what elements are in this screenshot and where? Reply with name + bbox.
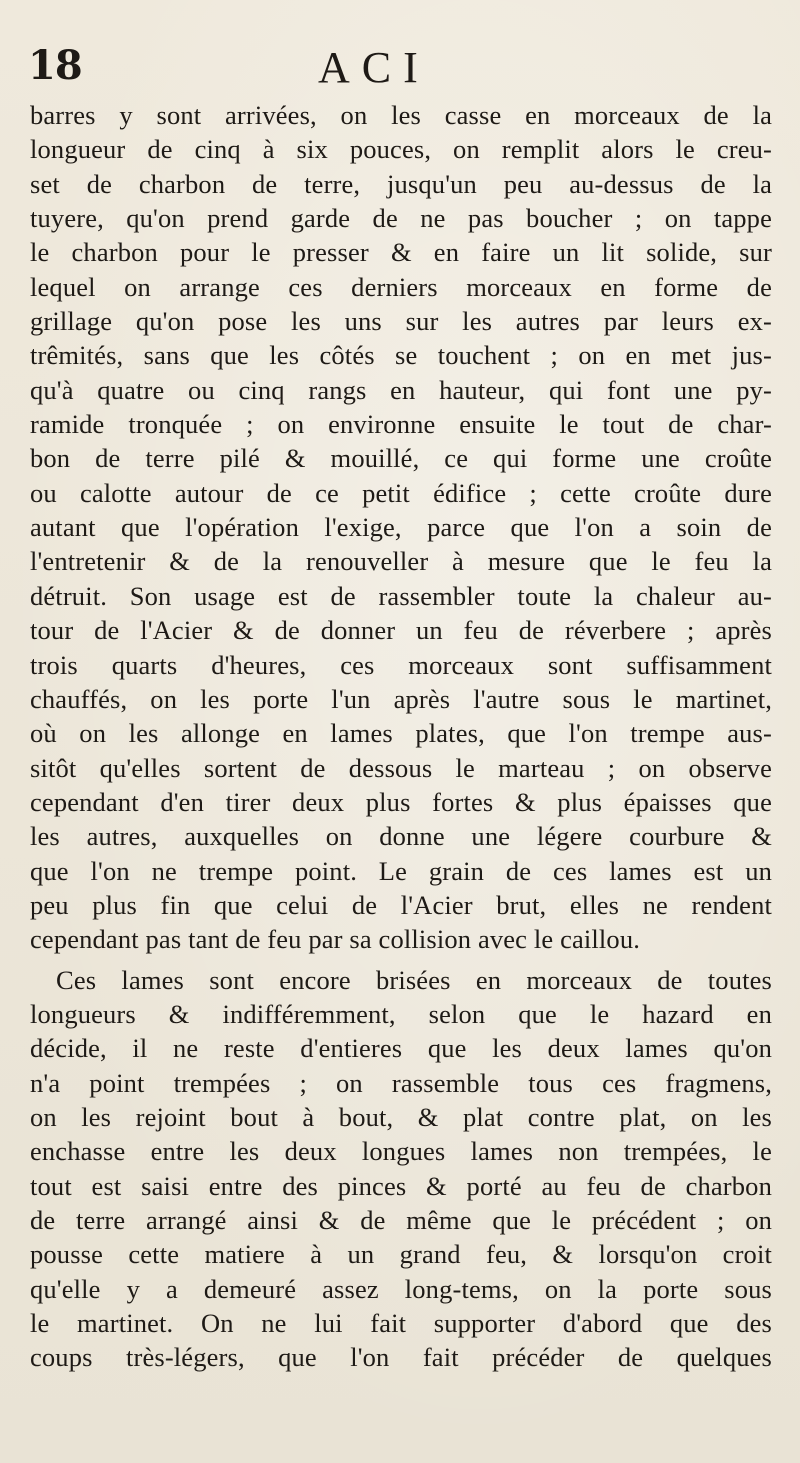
text-line: trois quarts d'heures, ces morceaux sont suffisamment	[30, 649, 772, 680]
text-line: longueurs & indifféremment, selon que le hazard en	[30, 998, 772, 1029]
text-line: qu'elle y a demeuré assez long-tems, on la porte sous	[30, 1273, 772, 1304]
text-line: de terre arrangé ainsi & de même que le précédent ; on	[30, 1205, 772, 1235]
text-line: les autres, auxquelles on donne une légere courbure &	[30, 821, 772, 852]
text-line: ramide tronquée ; on environne ensuite le tout de char-	[30, 409, 772, 440]
text-line: sitôt qu'elles sortent de dessous le marteau ; on observe	[30, 752, 772, 783]
text-line: cependant d'en tirer deux plus fortes & plus épaisses que	[30, 786, 772, 817]
text-line: détruit. Son usage est de rassembler toute la chaleur au-	[30, 580, 772, 611]
text-line: décide, il ne reste d'entieres que les deux lames qu'on	[30, 1033, 772, 1064]
text-line: tout est saisi entre des pinces & porté au feu de charbon	[30, 1170, 772, 1201]
text-line: le martinet. On ne lui fait supporter d'abord que des	[30, 1308, 772, 1339]
text-line: longueur de cinq à six pouces, on remplit alors le creu-	[30, 134, 772, 165]
text-line: trêmités, sans que les côtés se touchent ; on en met jus-	[30, 340, 772, 371]
text-line: l'entretenir & de la renouveller à mesure que le feu la	[30, 546, 772, 577]
text-line: chauffés, on les porte l'un après l'autre sous le martinet,	[30, 683, 772, 714]
page-header	[28, 42, 773, 102]
text-line: que l'on ne trempe point. Le grain de ces lames est un	[30, 855, 772, 886]
text-line: ou calotte autour de ce petit édifice ; cette croûte dure	[30, 477, 772, 508]
text-line: qu'à quatre ou cinq rangs en hauteur, qui font une py-	[30, 374, 772, 405]
text-line: grillage qu'on pose les uns sur les autres par leurs ex-	[30, 306, 772, 337]
text-line: Ces lames sont encore brisées en morceaux de toutes	[56, 964, 772, 995]
text-line: n'a point trempées ; on rassemble tous ces fragmens,	[30, 1067, 772, 1098]
text-line: bon de terre pilé & mouillé, ce qui forme une croûte	[30, 443, 772, 474]
text-line: peu plus fin que celui de l'Acier brut, elles ne rendent	[30, 889, 772, 920]
text-line: cependant pas tant de feu par sa collision avec le caillou.	[30, 924, 641, 955]
text-line: lequel on arrange ces derniers morceaux en forme de	[30, 271, 772, 302]
running-head: ACI	[318, 43, 430, 92]
text-line: on les rejoint bout à bout, & plat contre plat, on les	[30, 1101, 772, 1132]
page-number: 18	[28, 42, 82, 89]
text-line: enchasse entre les deux longues lames non trempées, le	[30, 1136, 772, 1167]
text-line: barres y sont arrivées, on les casse en morceaux de la	[30, 100, 772, 130]
text-line: pousse cette matiere à un grand feu, & lorsqu'on croit	[30, 1239, 772, 1270]
text-line: tuyere, qu'on prend garde de ne pas boucher ; on tappe	[30, 203, 772, 234]
text-line: autant que l'opération l'exige, parce que l'on a soin de	[30, 512, 772, 543]
text-line: le charbon pour le presser & en faire un lit solide, sur	[30, 237, 772, 268]
text-line: tour de l'Acier & de donner un feu de réverbere ; après	[30, 615, 772, 646]
text-line: où on les allonge en lames plates, que l'on trempe aus-	[30, 718, 772, 749]
body-text	[30, 98, 772, 1375]
text-line: coups très-légers, que l'on fait précéder de quelques	[30, 1342, 772, 1373]
text-line: set de charbon de terre, jusqu'un peu au-dessus de la	[30, 168, 772, 199]
